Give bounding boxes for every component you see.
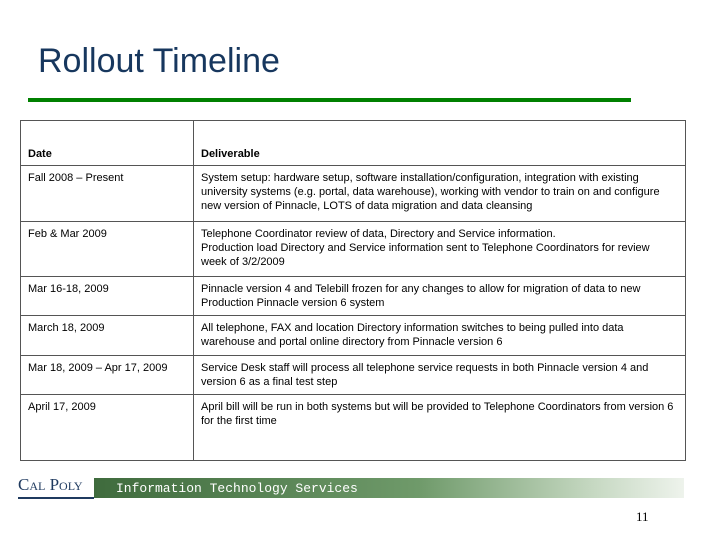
cal-poly-logo: Cal Poly: [18, 474, 94, 499]
row-deliverable: Service Desk staff will process all telephone service requests in both Pinnacle version 4 and version 6 as a final test step: [194, 356, 686, 395]
header-date: Date: [21, 121, 194, 166]
row-deliverable: Pinnacle version 4 and Telebill frozen for any changes to allow for migration of data to new Production Pinnacle version 6 system: [194, 277, 686, 316]
header-deliverable: Deliverable: [194, 121, 686, 166]
banner-text: Information Technology Services: [116, 481, 358, 496]
table-row: [21, 222, 686, 277]
row-deliverable: System setup: hardware setup, software installation/configuration, integration with existing university systems (e.g. portal, data warehouse), working with vendor to train on and configure new version of Pinnacle, LOTS of data migration and data cleansing: [194, 166, 686, 222]
table-row: [21, 277, 686, 316]
row-date: Feb & Mar 2009: [21, 222, 194, 277]
deliverable-line: Telephone Coordinator review of data, Directory and Service information.: [201, 228, 556, 240]
row-deliverable: [194, 222, 686, 277]
table-row: [21, 356, 686, 395]
timeline-table: [20, 120, 686, 461]
slide-title: Rollout Timeline: [38, 42, 280, 80]
page-number: 11: [636, 509, 649, 524]
table-header-row: [21, 121, 686, 166]
its-banner: [94, 478, 684, 498]
row-date: Mar 16-18, 2009: [21, 277, 194, 316]
row-date: March 18, 2009: [21, 316, 194, 356]
row-date: Fall 2008 – Present: [21, 166, 194, 222]
table-row: [21, 316, 686, 356]
row-date: April 17, 2009: [21, 395, 194, 461]
row-date: Mar 18, 2009 – Apr 17, 2009: [21, 356, 194, 395]
deliverable-line: Production load Directory and Service information sent to Telephone Coordinators for review week of 3/2/2009: [201, 242, 650, 268]
footer-banner: [18, 474, 688, 499]
table-row: [21, 395, 686, 461]
title-divider: [28, 98, 631, 102]
row-deliverable: All telephone, FAX and location Directory information switches to being pulled into data warehouse and portal online directory from Pinnacle version 6: [194, 316, 686, 356]
table-row: [21, 166, 686, 222]
row-deliverable: April bill will be run in both systems but will be provided to Telephone Coordinators from version 6 for the first time: [194, 395, 686, 461]
